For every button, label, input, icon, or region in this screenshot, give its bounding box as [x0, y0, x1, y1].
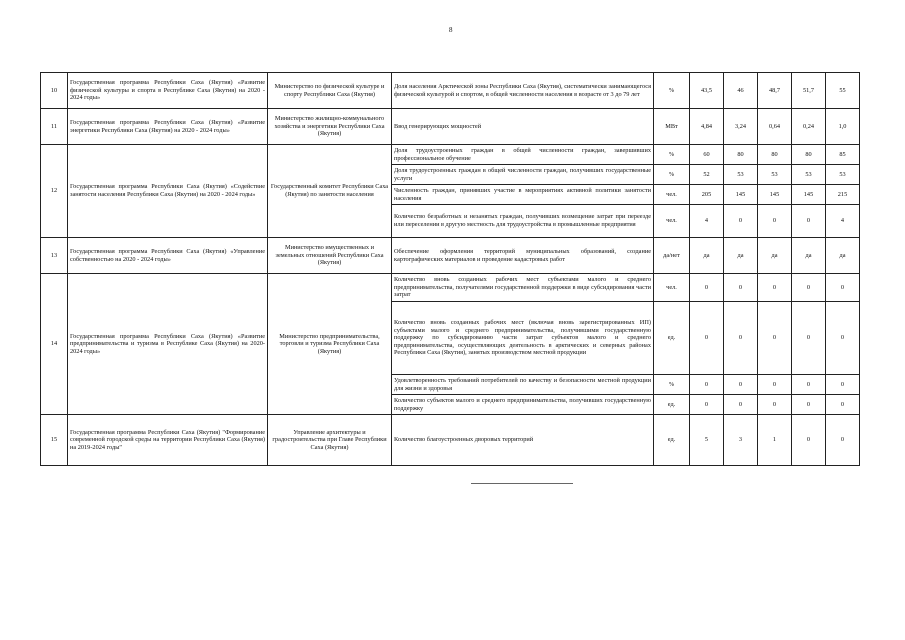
indicator-value: 60 [690, 145, 724, 165]
responsible-agency: Министерство жилищно-коммунального хозяйства и энергетики Республики Саха (Якутия) [268, 109, 392, 145]
indicator-value: 43,5 [690, 73, 724, 109]
indicator-value: 0 [724, 302, 758, 375]
indicator-text: Ввод генерирующих мощностей [392, 109, 654, 145]
footer-divider [471, 483, 573, 484]
table-row [41, 73, 860, 109]
table-row [41, 109, 860, 145]
indicator-value: 46 [724, 73, 758, 109]
program-name: Государственная программа Республики Саха (Якутия) «Развитие энергетики Республики Саха (Якутия) на 2020 - 2024 годы» [68, 109, 268, 145]
indicator-value: да [792, 238, 826, 274]
indicator-unit: ед. [654, 395, 690, 415]
indicator-text: Количество вновь созданных рабочих мест субъектами малого и среднего предпринимательства, получателями государственной поддержки в виде субсидирования части затрат [392, 274, 654, 302]
indicator-value: 0 [758, 302, 792, 375]
indicator-value: 80 [758, 145, 792, 165]
indicator-value: 0 [792, 274, 826, 302]
indicator-text: Количество безработных и незанятых граждан, получивших возмещение затрат при переезде или переселении в другую местность для трудоустройства в промышленные предприятия [392, 205, 654, 238]
indicator-value: 145 [758, 185, 792, 205]
indicator-text: Количество вновь созданных рабочих мест (включая вновь зарегистрированных ИП) субъектами малого и среднего предпринимательства, получившими государственную поддержку по субсидированию части затрат субъектов малого и среднего предпринимательства, осуществляющих деятельность в арктических и северных районах Республики Саха (Якутия), занятых производством местной продукции [392, 302, 654, 375]
indicator-unit: % [654, 73, 690, 109]
program-name: Государственная программа Республики Саха (Якутия) «Управление собственностью на 2020 - 2024 годы» [68, 238, 268, 274]
responsible-agency: Государственный комитет Республики Саха (Якутия) по занятости населения [268, 145, 392, 238]
indicator-value: 4,84 [690, 109, 724, 145]
indicator-text: Доля населения Арктической зоны Республики Саха (Якутия), систематически занимающегося физической культурой и спортом, в общей численности населения в возрасте от 3 до 79 лет [392, 73, 654, 109]
indicator-value: да [724, 238, 758, 274]
indicator-value: 0 [690, 302, 724, 375]
responsible-agency: Министерство предпринимательства, торговли и туризма Республики Саха (Якутия) [268, 274, 392, 415]
indicator-value: 52 [690, 165, 724, 185]
indicator-unit: чел. [654, 205, 690, 238]
indicator-unit: % [654, 375, 690, 395]
indicator-unit: ед. [654, 415, 690, 466]
indicator-value: 0 [826, 274, 860, 302]
program-name: Государственная программа Республики Саха (Якутия) «Развитие предпринимательства и туризма в Республике Саха (Якутия) на 2020-2024 годы» [68, 274, 268, 415]
indicator-value: 3,24 [724, 109, 758, 145]
indicator-value: 145 [724, 185, 758, 205]
indicator-value: 80 [792, 145, 826, 165]
indicator-value: 53 [758, 165, 792, 185]
row-number: 15 [41, 415, 68, 466]
indicator-value: 0 [690, 395, 724, 415]
indicator-unit: ед. [654, 302, 690, 375]
indicator-value: 4 [690, 205, 724, 238]
page-number: 8 [449, 26, 453, 34]
responsible-agency: Министерство имущественных и земельных отношений Республики Саха (Якутия) [268, 238, 392, 274]
indicator-value: 53 [724, 165, 758, 185]
responsible-agency: Министерство по физической культуре и спорту Республики Саха (Якутия) [268, 73, 392, 109]
indicator-unit: МВт [654, 109, 690, 145]
program-name: Государственная программа Республики Саха (Якутия) "Формирование современной городской среды на территории Республики Саха (Якутия) на 2019-2024 годы" [68, 415, 268, 466]
indicator-value: 0 [724, 205, 758, 238]
row-number: 12 [41, 145, 68, 238]
indicator-value: 0 [826, 395, 860, 415]
program-name: Государственная программа Республики Саха (Якутия) «Развитие физической культуры и спорта в Республике Саха (Якутия) на 2020 - 2024 годы» [68, 73, 268, 109]
indicator-text: Доля трудоустроенных граждан в общей численности граждан, получивших государственные услуги [392, 165, 654, 185]
indicator-value: 145 [792, 185, 826, 205]
indicator-value: 51,7 [792, 73, 826, 109]
indicator-value: 48,7 [758, 73, 792, 109]
indicator-value: 205 [690, 185, 724, 205]
responsible-agency: Управление архитектуры и градостроительства при Главе Республики Саха (Якутия) [268, 415, 392, 466]
indicator-value: 0,24 [792, 109, 826, 145]
indicator-value: 0 [792, 415, 826, 466]
table-row [41, 145, 860, 165]
indicator-value: 0 [826, 302, 860, 375]
indicator-text: Численность граждан, принявших участие в мероприятиях активной политики занятости населения [392, 185, 654, 205]
table-row [41, 238, 860, 274]
indicator-value: 0 [792, 375, 826, 395]
indicator-value: 0 [792, 302, 826, 375]
indicator-unit: % [654, 145, 690, 165]
indicator-value: 53 [792, 165, 826, 185]
indicator-text: Количество благоустроенных дворовых территорий [392, 415, 654, 466]
indicator-value: 215 [826, 185, 860, 205]
indicator-value: 0 [690, 375, 724, 395]
indicator-value: 1 [758, 415, 792, 466]
indicator-unit: да/нет [654, 238, 690, 274]
indicator-value: 0,64 [758, 109, 792, 145]
indicator-value: 5 [690, 415, 724, 466]
indicator-value: 0 [758, 375, 792, 395]
indicator-value: 0 [758, 274, 792, 302]
indicator-text: Удовлетворенность требований потребителей по качеству и безопасности местной продукции для жизни и здоровья [392, 375, 654, 395]
indicator-value: 85 [826, 145, 860, 165]
indicators-table [40, 72, 860, 466]
row-number: 10 [41, 73, 68, 109]
indicator-value: 0 [826, 375, 860, 395]
indicator-text: Обеспечение оформления территорий муниципальных образований, создание картографических материалов и проведение кадастровых работ [392, 238, 654, 274]
indicator-value: 0 [826, 415, 860, 466]
indicator-value: 0 [792, 205, 826, 238]
row-number: 13 [41, 238, 68, 274]
indicator-unit: чел. [654, 274, 690, 302]
indicator-value: да [758, 238, 792, 274]
indicator-text: Количество субъектов малого и среднего предпринимательства, получивших государственную поддержку [392, 395, 654, 415]
indicator-unit: чел. [654, 185, 690, 205]
indicator-value: 1,0 [826, 109, 860, 145]
indicator-value: 4 [826, 205, 860, 238]
indicator-value: 0 [758, 395, 792, 415]
indicator-value: 0 [690, 274, 724, 302]
indicator-value: 0 [724, 395, 758, 415]
indicator-value: 80 [724, 145, 758, 165]
row-number: 11 [41, 109, 68, 145]
indicator-unit: % [654, 165, 690, 185]
indicator-value: да [826, 238, 860, 274]
indicator-value: 0 [724, 375, 758, 395]
indicator-value: 0 [758, 205, 792, 238]
indicator-value: 0 [792, 395, 826, 415]
indicator-value: 0 [724, 274, 758, 302]
indicator-text: Доля трудоустроенных граждан в общей численности граждан, завершивших профессиональное обучение [392, 145, 654, 165]
indicator-value: 3 [724, 415, 758, 466]
indicator-value: да [690, 238, 724, 274]
indicator-value: 53 [826, 165, 860, 185]
indicator-value: 55 [826, 73, 860, 109]
program-name: Государственная программа Республики Саха (Якутия) «Содействие занятости населения Республики Саха (Якутия) на 2020 - 2024 годы» [68, 145, 268, 238]
row-number: 14 [41, 274, 68, 415]
table-row [41, 274, 860, 302]
table-row [41, 415, 860, 466]
